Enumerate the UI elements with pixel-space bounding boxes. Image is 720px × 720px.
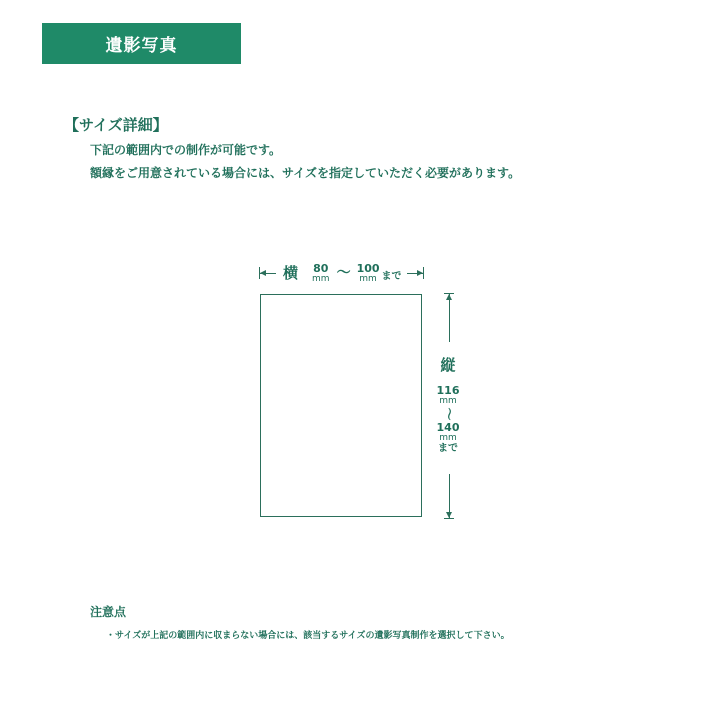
- height-max-value: 140: [436, 421, 460, 434]
- page-banner: [42, 23, 241, 64]
- size-detail-line-1: 下記の範囲内での制作が可能です。: [90, 143, 282, 157]
- vertical-size-label: [430, 355, 466, 454]
- dimension-line-left: [260, 273, 276, 274]
- photo-frame-outline: [260, 294, 422, 517]
- width-min: [312, 263, 330, 284]
- height-suffix: まで: [438, 443, 458, 454]
- width-suffix: まで: [381, 271, 402, 282]
- height-range-separator: ～: [440, 407, 456, 421]
- width-min-value: 80: [313, 262, 329, 275]
- width-max: [357, 263, 380, 284]
- width-max-value: 100: [356, 262, 380, 275]
- height-label: 縦: [440, 356, 456, 374]
- size-detail-heading: 【サイズ詳細】: [64, 116, 168, 134]
- height-min-value: 116: [436, 384, 460, 397]
- note-item: ・サイズが上記の範囲内に収まらない場合には、該当するサイズの遺影写真制作を選択して下さい。: [106, 631, 510, 641]
- dimension-tick-right: [423, 267, 424, 279]
- size-detail-line-2: 額縁をご用意されている場合には、サイズを指定していただく必要があります。: [90, 166, 521, 180]
- horizontal-size-label: [283, 263, 402, 284]
- width-max-unit: mm: [359, 274, 377, 284]
- width-min-unit: mm: [312, 274, 330, 284]
- height-min-unit: mm: [439, 396, 457, 406]
- notes-heading: 注意点: [90, 605, 127, 619]
- width-label: 横: [283, 264, 299, 282]
- height-max-unit: mm: [439, 433, 457, 443]
- dimension-tick-bottom: [444, 518, 454, 519]
- banner-title: 遺影写真: [105, 36, 178, 56]
- dimension-line-top: [449, 294, 450, 342]
- width-range-separator: ～: [336, 265, 351, 281]
